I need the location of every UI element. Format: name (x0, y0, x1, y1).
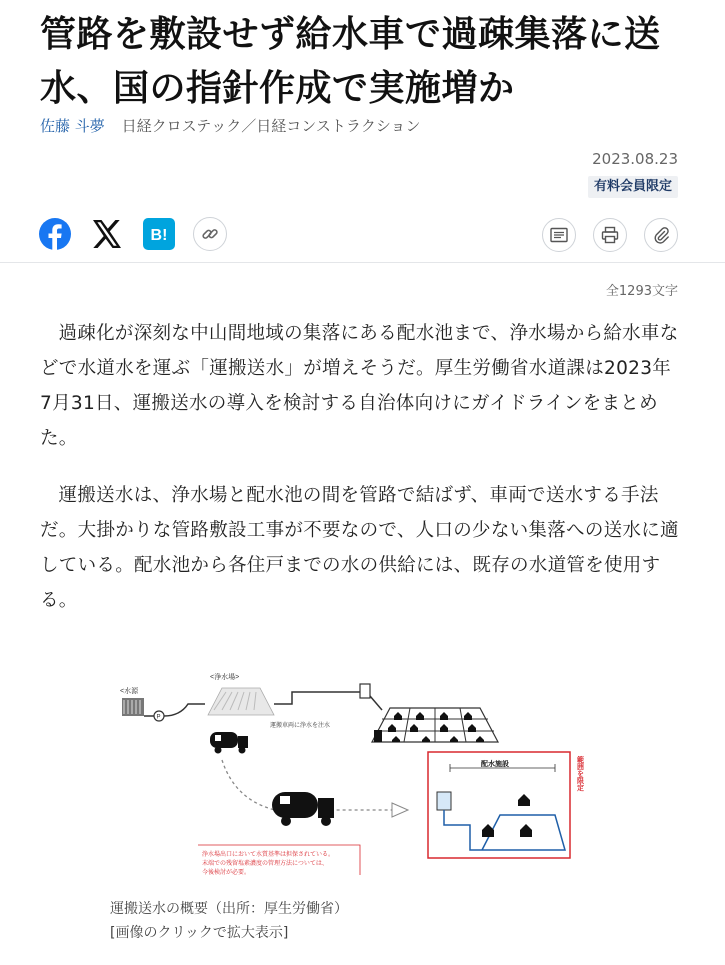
enlarge-image-link[interactable]: [画像のクリックで拡大表示] (110, 925, 289, 941)
members-only-badge: 有料会員限定 (588, 176, 678, 198)
hatena-bookmark-button[interactable] (142, 217, 176, 251)
hatena-icon (143, 218, 175, 250)
paragraph: 過疎化が深刻な中山間地域の集落にある配水池まで、浄水場から給水車などで水道水を運ぶ「運搬送水」が増えそうだ。厚生労働省水道課は2023年7月31日、運搬送水の導入を検討する自治体向けにガイドラインをまとめた。 (40, 323, 679, 449)
purification-plant-icon (208, 688, 274, 715)
transport-diagram (110, 660, 620, 890)
facebook-share-button[interactable] (38, 217, 72, 251)
large-truck-icon (272, 792, 334, 826)
print-icon (601, 226, 619, 244)
author-link[interactable]: 佐藤 斗夢 (40, 117, 105, 135)
x-share-button[interactable] (90, 217, 124, 251)
village-icon (372, 708, 498, 742)
character-count: 全1293文字 (605, 284, 678, 299)
small-truck-icon (210, 732, 248, 754)
copy-link-button[interactable] (193, 217, 227, 251)
note-line-2: 末端での残留塩素濃度の管理方法については、 (202, 861, 328, 867)
distribution-facility (428, 752, 570, 858)
list-view-button[interactable] (542, 218, 576, 252)
x-icon (91, 218, 123, 250)
label-plant: <浄水場> (210, 674, 240, 681)
figure-caption: 運搬送水の概要（出所：厚生労働省） (110, 901, 348, 917)
label-transport: 運搬車両に浄水を注水 (270, 723, 331, 729)
facebook-icon (39, 218, 71, 250)
water-source-icon (122, 698, 144, 716)
paperclip-icon (652, 226, 670, 244)
link-icon (201, 225, 219, 243)
article-title: 管路を敷設せず給水車で過疎集落に送水、国の指針作成で実施増か (40, 14, 661, 109)
article-body (40, 316, 680, 640)
print-button[interactable] (593, 218, 627, 252)
label-scope: 範囲を限定 (576, 756, 584, 791)
svg-text:P: P (156, 714, 161, 721)
tank-icon (360, 684, 370, 698)
paragraph: 運搬送水は、浄水場と配水池の間を管路で結ばず、車両で送水する手法だ。大掛かりな管路敷設工事が不要なので、人口の少ない集落への送水に適している。配水池から各住戸までの水の供給には、既存の水道管を使用する。 (40, 485, 679, 611)
byline (40, 116, 421, 136)
note-line-1: 浄水場出口において水質基準は担保されている。 (202, 852, 335, 858)
publication-name: 日経クロステック／日経コンストラクション (121, 117, 421, 135)
clip-button[interactable] (644, 218, 678, 252)
note-line-3: 今後検討が必要。 (202, 870, 251, 876)
article-figure[interactable] (110, 660, 620, 890)
hatena-label: B! (150, 227, 168, 244)
label-source: <水源 (120, 688, 139, 695)
label-facility: 配水施設 (481, 761, 509, 768)
list-icon (550, 227, 568, 243)
publish-date: 2023.08.23 (592, 150, 678, 168)
header-divider (0, 262, 725, 263)
